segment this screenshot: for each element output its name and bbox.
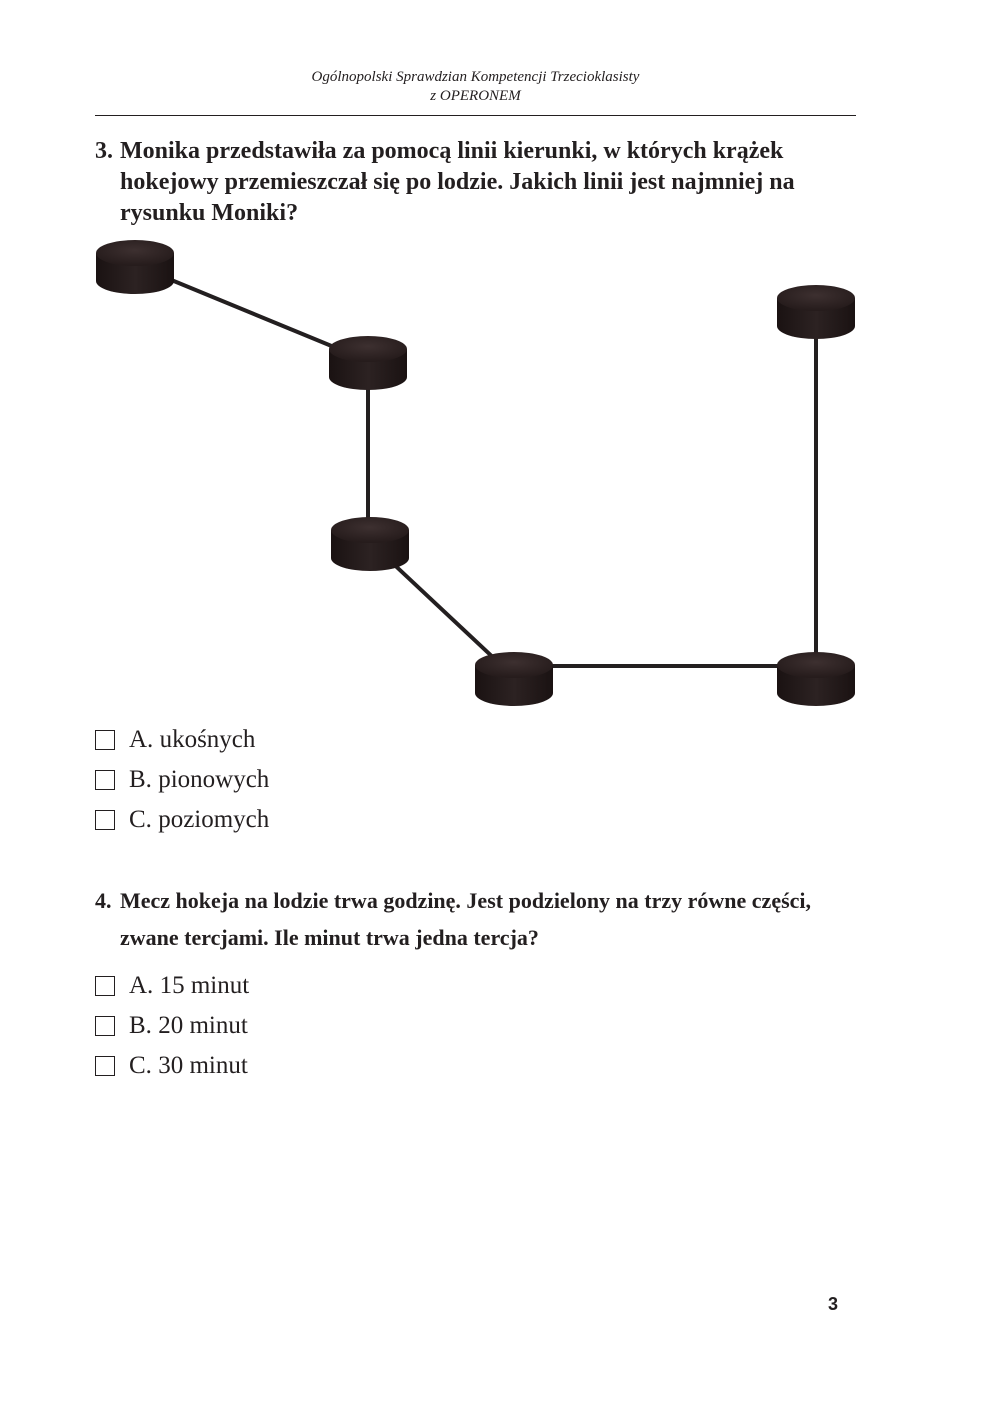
option-letter: B. (129, 766, 152, 793)
question-3-option-a[interactable] (95, 720, 269, 760)
option-checkbox[interactable] (95, 1016, 115, 1036)
hockey-puck (331, 517, 409, 571)
header-divider (95, 115, 856, 116)
header-title: Ogólnopolski Sprawdzian Kompetencji Trzecioklasisty (311, 69, 640, 85)
question-4-number: 4. (95, 888, 112, 913)
question-3-option-b[interactable] (95, 760, 269, 800)
header-subtitle: z OPERONEM (430, 88, 521, 104)
direction-lines (135, 265, 816, 677)
option-text: ukośnych (159, 726, 256, 753)
option-letter: A. (129, 726, 154, 753)
hockey-puck (96, 240, 174, 294)
question-3 (95, 136, 865, 229)
option-checkbox[interactable] (95, 810, 115, 830)
hockey-puck (329, 336, 407, 390)
question-3-options (95, 720, 269, 840)
option-checkbox[interactable] (95, 730, 115, 750)
question-3-text: Monika przedstawiła za pomocą linii kierunki, w których krążek hokejowy przemieszczał się po lodzie. Jakich linii jest najmniej na rysunku Moniki? (120, 138, 795, 226)
option-text: 15 minut (159, 972, 250, 999)
page-number: 3 (828, 1294, 839, 1314)
question-4-option-c[interactable] (95, 1046, 249, 1086)
option-text: pionowych (158, 766, 270, 793)
question-4 (95, 882, 865, 956)
option-letter: C. (129, 806, 152, 833)
hockey-puck (777, 285, 855, 339)
option-checkbox[interactable] (95, 770, 115, 790)
option-letter: A. (129, 972, 154, 999)
question-3-option-c[interactable] (95, 800, 269, 840)
question-4-text: Mecz hokeja na lodzie trwa godzinę. Jest podzielony na trzy równe części, zwane tercjami. Ile minut trwa jedna tercja? (120, 888, 812, 950)
option-checkbox[interactable] (95, 976, 115, 996)
question-4-options (95, 966, 249, 1086)
option-text: 20 minut (158, 1012, 248, 1039)
option-text: 30 minut (158, 1052, 248, 1079)
option-letter: C. (129, 1052, 152, 1079)
option-text: poziomych (158, 806, 270, 833)
page-header (95, 68, 856, 106)
option-checkbox[interactable] (95, 1056, 115, 1076)
option-letter: B. (129, 1012, 152, 1039)
hockey-puck (777, 652, 855, 706)
question-3-number: 3. (95, 138, 113, 164)
question-4-option-a[interactable] (95, 966, 249, 1006)
hockey-puck (475, 652, 553, 706)
question-4-option-b[interactable] (95, 1006, 249, 1046)
